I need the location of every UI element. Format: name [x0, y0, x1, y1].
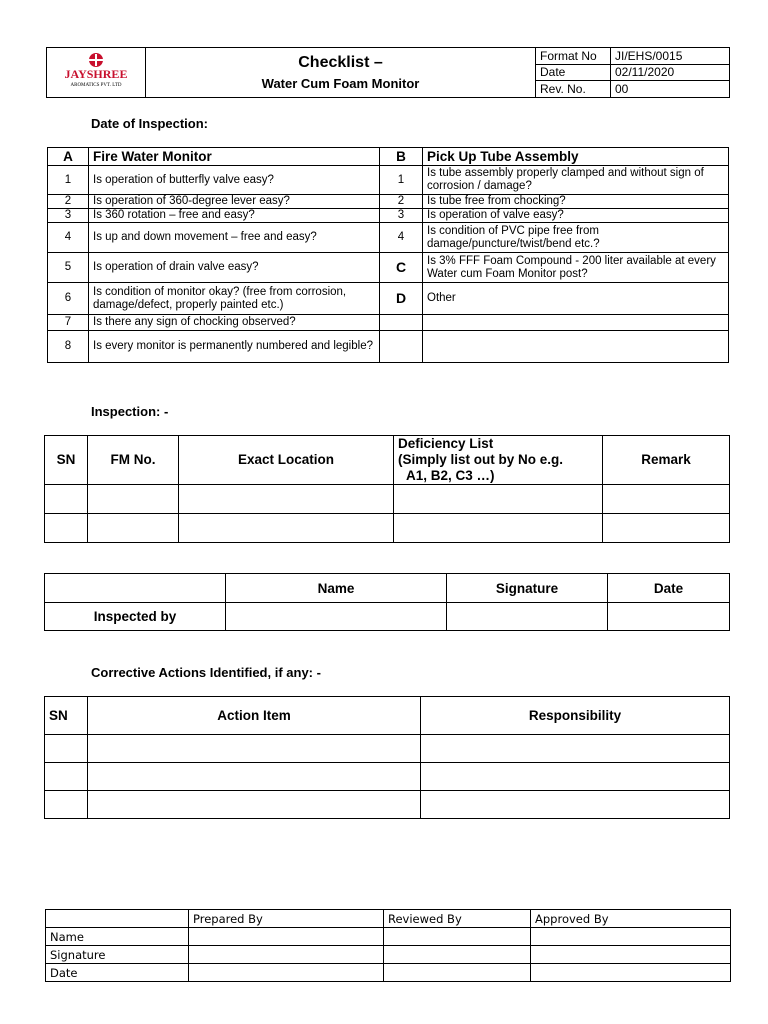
section-d-code: D — [380, 283, 423, 315]
cell[interactable] — [88, 485, 179, 514]
checklist-row — [48, 315, 729, 331]
item-number: 4 — [48, 223, 89, 253]
cell[interactable] — [421, 791, 730, 819]
corrective-actions-label: Corrective Actions Identified, if any: - — [91, 665, 321, 680]
action-row — [45, 735, 730, 763]
actions-header-row — [45, 697, 730, 735]
cell[interactable] — [45, 485, 88, 514]
col-reviewed-by: Reviewed By — [384, 910, 531, 928]
item-number: 8 — [48, 331, 89, 363]
signoff-corner — [45, 574, 226, 603]
cell[interactable] — [384, 946, 531, 964]
cell[interactable] — [88, 514, 179, 543]
cell[interactable] — [421, 735, 730, 763]
meta-value: JI/EHS/0015 — [611, 48, 730, 65]
action-row — [45, 763, 730, 791]
approval-corner — [46, 910, 189, 928]
col-sn: SN — [45, 697, 88, 735]
item-number: 2 — [48, 195, 89, 209]
col-approved-by: Approved By — [531, 910, 731, 928]
section-b-title: Pick Up Tube Assembly — [423, 148, 729, 166]
col-signature: Signature — [447, 574, 608, 603]
item-number: 1 — [48, 166, 89, 195]
company-logo — [47, 48, 146, 98]
item-number: 3 — [48, 209, 89, 223]
cell[interactable] — [531, 964, 731, 982]
cell[interactable] — [531, 928, 731, 946]
checklist-row — [48, 223, 729, 253]
item-question: Is every monitor is permanently numbered and legible? — [89, 331, 380, 363]
checklist-row — [48, 209, 729, 223]
inspection-row — [45, 514, 730, 543]
item-question: Is up and down movement – free and easy? — [89, 223, 380, 253]
jayshree-logo-icon — [50, 51, 142, 91]
signoff-table — [44, 573, 730, 631]
meta-value: 00 — [611, 81, 730, 98]
col-action-item: Action Item — [88, 697, 421, 735]
meta-key: Rev. No. — [536, 81, 611, 98]
cell[interactable] — [603, 514, 730, 543]
item-question: Is operation of 360-degree lever easy? — [89, 195, 380, 209]
item-b-number — [380, 331, 423, 363]
cell[interactable] — [189, 928, 384, 946]
document-title: Checklist – — [298, 54, 383, 71]
inspection-table — [44, 435, 730, 543]
approval-table — [45, 909, 731, 982]
approval-row-label: Date — [46, 964, 189, 982]
col-responsibility: Responsibility — [421, 697, 730, 735]
inspection-label: Inspection: - — [91, 404, 169, 419]
item-b-number: 2 — [380, 195, 423, 209]
signoff-header-row — [45, 574, 730, 603]
cell[interactable] — [88, 791, 421, 819]
corrective-actions-table — [44, 696, 730, 819]
cell[interactable] — [394, 485, 603, 514]
item-b-question: Is tube free from chocking? — [423, 195, 729, 209]
cell[interactable] — [179, 514, 394, 543]
inspected-by-row — [45, 603, 730, 631]
item-b-number: 4 — [380, 223, 423, 253]
item-question: Is operation of drain valve easy? — [89, 253, 380, 283]
meta-key: Date — [536, 64, 611, 81]
cell[interactable] — [88, 735, 421, 763]
inspection-header-row — [45, 436, 730, 485]
document-subtitle: Water Cum Foam Monitor — [261, 76, 420, 91]
deficiency-line-2: (Simply list out by No e.g. — [398, 452, 564, 467]
cell[interactable] — [603, 485, 730, 514]
section-c-code: C — [380, 253, 423, 283]
cell[interactable] — [226, 603, 447, 631]
item-question: Is operation of butterfly valve easy? — [89, 166, 380, 195]
section-a-title: Fire Water Monitor — [89, 148, 380, 166]
logo-text: JAYSHREE — [64, 67, 128, 81]
approval-row — [46, 964, 731, 982]
item-number: 6 — [48, 283, 89, 315]
checklist-table — [47, 147, 729, 363]
checklist-row — [48, 166, 729, 195]
item-b-question: Is operation of valve easy? — [423, 209, 729, 223]
cell[interactable] — [45, 514, 88, 543]
cell[interactable] — [384, 964, 531, 982]
item-b-question — [423, 331, 729, 363]
col-fm-no: FM No. — [88, 436, 179, 485]
inspected-by-label: Inspected by — [45, 603, 226, 631]
meta-value: 02/11/2020 — [611, 64, 730, 81]
item-question: Is condition of monitor okay? (free from corrosion, damage/defect, properly painted etc.) — [89, 283, 380, 315]
checklist-header-row — [48, 148, 729, 166]
meta-key: Format No — [536, 48, 611, 65]
item-b-question: Is condition of PVC pipe free from damage/puncture/twist/bend etc.? — [423, 223, 729, 253]
document-title-cell — [146, 48, 536, 98]
item-b-question — [423, 315, 729, 331]
item-number: 7 — [48, 315, 89, 331]
cell[interactable] — [88, 763, 421, 791]
deficiency-line-3: A1, B2, C3 …) — [406, 468, 495, 483]
cell[interactable] — [384, 928, 531, 946]
cell[interactable] — [608, 603, 730, 631]
cell[interactable] — [45, 791, 88, 819]
section-a-code: A — [48, 148, 89, 166]
item-b-number — [380, 315, 423, 331]
cell[interactable] — [189, 946, 384, 964]
date-of-inspection-label: Date of Inspection: — [91, 116, 209, 131]
cell[interactable] — [45, 735, 88, 763]
checklist-row — [48, 253, 729, 283]
cell[interactable] — [189, 964, 384, 982]
checklist-row — [48, 283, 729, 315]
col-exact-location: Exact Location — [179, 436, 394, 485]
section-b-code: B — [380, 148, 423, 166]
inspection-row — [45, 485, 730, 514]
item-number: 5 — [48, 253, 89, 283]
item-b-question: Other — [423, 283, 729, 315]
approval-row-label: Name — [46, 928, 189, 946]
item-question: Is there any sign of chocking observed? — [89, 315, 380, 331]
logo-subtext: AROMATICS PVT. LTD — [70, 83, 122, 88]
cell[interactable] — [421, 763, 730, 791]
col-date: Date — [608, 574, 730, 603]
cell[interactable] — [179, 485, 394, 514]
cell[interactable] — [45, 763, 88, 791]
item-b-number: 3 — [380, 209, 423, 223]
col-sn: SN — [45, 436, 88, 485]
col-name: Name — [226, 574, 447, 603]
item-b-question: Is tube assembly properly clamped and without sign of corrosion / damage? — [423, 166, 729, 195]
approval-row — [46, 946, 731, 964]
col-remark: Remark — [603, 436, 730, 485]
checklist-row — [48, 195, 729, 209]
action-row — [45, 791, 730, 819]
item-b-number: 1 — [380, 166, 423, 195]
col-prepared-by: Prepared By — [189, 910, 384, 928]
approval-row-label: Signature — [46, 946, 189, 964]
cell[interactable] — [447, 603, 608, 631]
approval-row — [46, 928, 731, 946]
deficiency-line-1: Deficiency List — [398, 436, 494, 451]
cell[interactable] — [394, 514, 603, 543]
checklist-row — [48, 331, 729, 363]
approval-header-row — [46, 910, 731, 928]
cell[interactable] — [531, 946, 731, 964]
document-header — [46, 47, 730, 98]
col-deficiency-list — [394, 436, 603, 485]
item-question: Is 360 rotation – free and easy? — [89, 209, 380, 223]
item-b-question: Is 3% FFF Foam Compound - 200 liter available at every Water cum Foam Monitor post? — [423, 253, 729, 283]
